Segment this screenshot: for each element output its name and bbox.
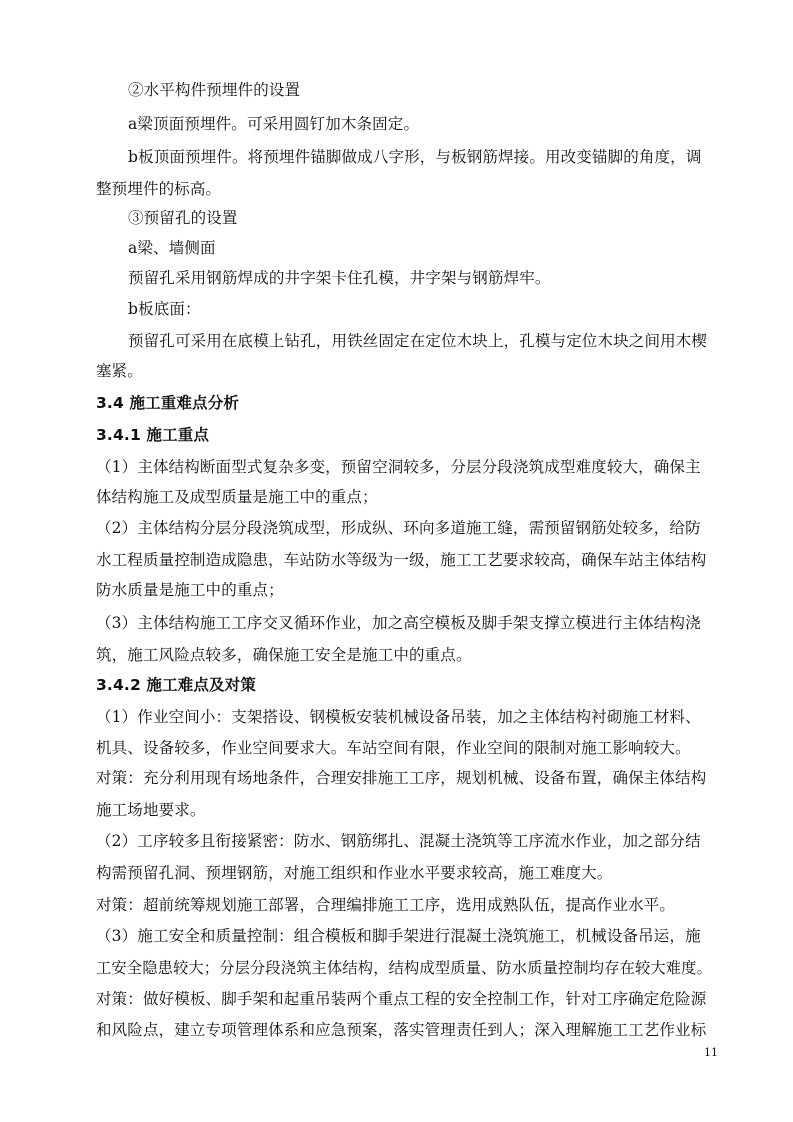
text-line: 机具、设备较多，作业空间要求大。车站空间有限，作业空间的限制对施工影响较大。 — [96, 739, 691, 757]
text-line: 施工场地要求。 — [96, 801, 206, 819]
text-line: 预留孔可采用在底模上钻孔，用铁丝固定在定位木块上，孔模与定位木块之间用木楔 — [128, 332, 708, 350]
text-line: （1）作业空间小：支架搭设、钢模板安装机械设备吊装，加之主体结构衬砌施工材料、 — [96, 708, 701, 726]
subsection-heading: 3.4.2 施工难点及对策 — [96, 676, 256, 694]
text-line: ③预留孔的设置 — [128, 209, 238, 227]
text-line: 防水质量是施工中的重点； — [96, 581, 284, 599]
text-line: （2）工序较多且衔接紧密：防水、钢筋绑扎、混凝土浇筑等工序流水作业，加之部分结 — [96, 832, 701, 850]
text-line: 构需预留孔洞、预埋钢筋，对施工组织和作业水平要求较高，施工难度大。 — [96, 864, 613, 882]
text-line: 工安全隐患较大；分层分段浇筑主体结构，结构成型质量、防水质量控制均存在较大难度。 — [96, 959, 712, 977]
text-line: ②水平构件预埋件的设置 — [128, 81, 301, 99]
text-line: （2）主体结构分层分段浇筑成型，形成纵、环向多道施工缝，需预留钢筋处较多，给防 — [96, 519, 701, 537]
text-line: （3）主体结构施工工序交叉循环作业，加之高空模板及脚手架支撑立模进行主体结构浇 — [96, 614, 701, 632]
text-line: 和风险点，建立专项管理体系和应急预案，落实管理责任到人；深入理解施工工艺作业标 — [96, 1021, 707, 1039]
text-line: 整预埋件的标高。 — [96, 180, 222, 198]
text-line: 对策：做好模板、脚手架和起重吊装两个重点工程的安全控制工作，针对工序确定危险源 — [96, 990, 707, 1008]
text-line: 对策：超前统筹规划施工部署，合理编排施工工序，选用成熟队伍，提高作业水平。 — [96, 896, 676, 914]
text-line: 塞紧。 — [96, 362, 143, 380]
text-line: 预留孔采用钢筋焊成的井字架卡住孔模，井字架与钢筋焊牢。 — [128, 269, 551, 287]
section-heading: 3.4 施工重难点分析 — [96, 394, 240, 412]
text-line: 对策：充分利用现有场地条件，合理安排施工工序，规划机械、设备布置，确保主体结构 — [96, 769, 707, 787]
text-line: a梁、墙侧面 — [128, 239, 216, 257]
text-line: b板顶面预埋件。将预埋件锚脚做成八字形，与板钢筋焊接。用改变锚脚的角度，调 — [128, 148, 702, 166]
text-line: b板底面： — [128, 300, 201, 318]
text-line: 体结构施工及成型质量是施工中的重点； — [96, 488, 378, 506]
page-number: 11 — [704, 1046, 718, 1059]
subsection-heading: 3.4.1 施工重点 — [96, 426, 210, 444]
text-line: 水工程质量控制造成隐患，车站防水等级为一级，施工工艺要求较高，确保车站主体结构 — [96, 551, 707, 569]
text-line: （1）主体结构断面型式复杂多变，预留空洞较多，分层分段浇筑成型难度较大，确保主 — [96, 458, 701, 476]
text-line: （3）施工安全和质量控制：组合模板和脚手架进行混凝土浇筑施工，机械设备吊运，施 — [96, 927, 701, 945]
text-line: 筑，施工风险点较多，确保施工安全是施工中的重点。 — [96, 646, 472, 664]
text-line: a梁顶面预埋件。可采用圆钉加木条固定。 — [128, 115, 420, 133]
